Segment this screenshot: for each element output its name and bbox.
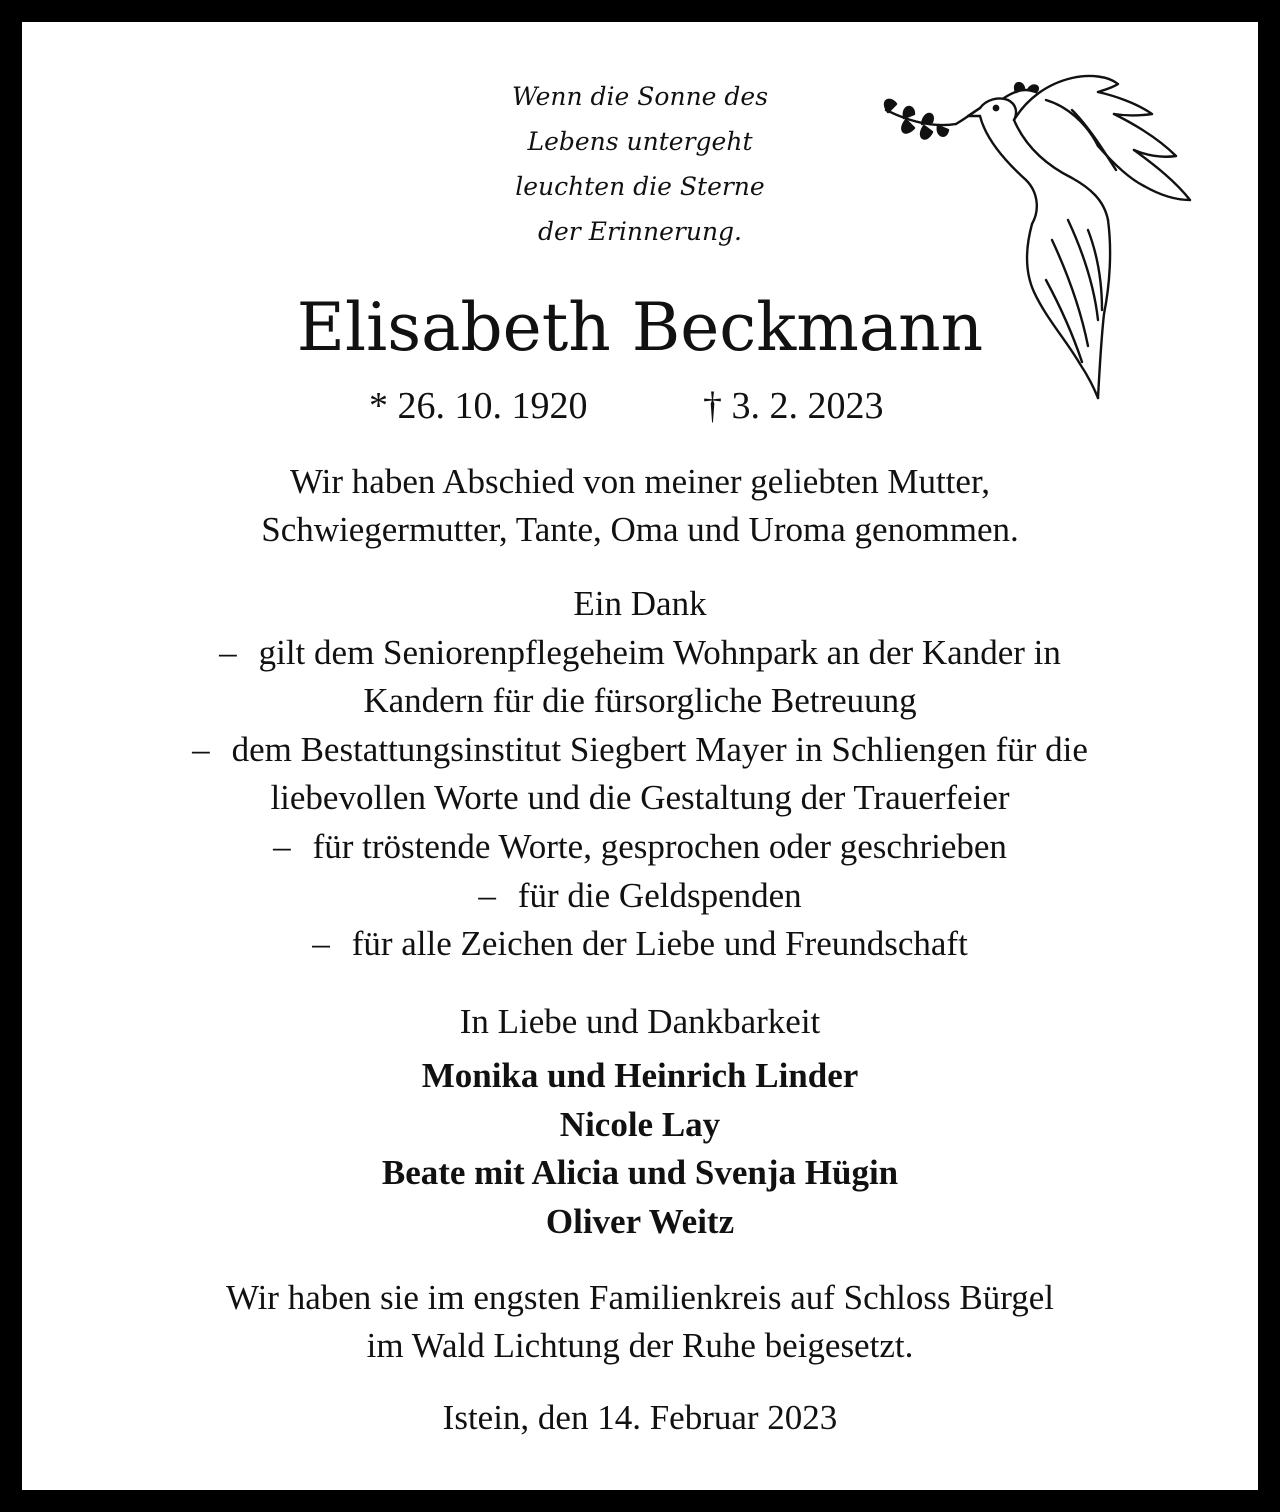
dash-glyph: – bbox=[273, 826, 291, 866]
thanks-line bbox=[0, 872, 1280, 921]
thanks-line bbox=[0, 629, 1280, 678]
thanks-line-text: für die Geldspenden bbox=[517, 875, 802, 915]
thanks-line bbox=[0, 677, 1280, 726]
mourner-name: Nicole Lay bbox=[559, 1104, 721, 1144]
place-date: Istein, den 14. Februar 2023 bbox=[442, 1398, 838, 1437]
thanks-line bbox=[0, 920, 1280, 969]
dash-glyph: – bbox=[312, 924, 330, 964]
death-date: † 3. 2. 2023 bbox=[703, 385, 884, 427]
birth-date: * 26. 10. 1920 bbox=[369, 385, 588, 427]
thanks-line-text: für tröstende Worte, gesprochen oder geschrieben bbox=[312, 826, 1007, 866]
thanks-heading: Ein Dank bbox=[573, 584, 707, 623]
mourner-name: Beate mit Alicia und Svenja Hügin bbox=[381, 1153, 899, 1192]
thanks-section bbox=[0, 580, 1280, 969]
farewell-text bbox=[0, 458, 1280, 554]
text-line: Wir haben Abschied von meiner geliebten Mutter, bbox=[290, 462, 990, 501]
mourner-name: Oliver Weitz bbox=[545, 1201, 735, 1241]
dash-glyph: – bbox=[219, 632, 237, 672]
text-line: im Wald Lichtung der Ruhe beigesetzt. bbox=[366, 1326, 914, 1365]
text-line: Wir haben sie im engsten Familienkreis auf Schloss Bürgel bbox=[225, 1278, 1055, 1317]
deceased-name: Elisabeth Beckmann bbox=[296, 289, 984, 366]
thanks-line-text: dem Bestattungsinstitut Siegbert Mayer in Schliengen für die bbox=[231, 729, 1088, 769]
mourners-list bbox=[0, 1052, 1280, 1246]
thanks-line-text: Kandern für die fürsorgliche Betreuung bbox=[363, 681, 917, 721]
mourner-name: Monika und Heinrich Linder bbox=[421, 1056, 859, 1095]
dash-glyph: – bbox=[478, 875, 496, 915]
dash-glyph: – bbox=[192, 729, 210, 769]
quote-line: der Erinnerung. bbox=[538, 217, 742, 246]
thanks-line bbox=[0, 774, 1280, 823]
thanks-line bbox=[0, 726, 1280, 775]
thanks-line-text: liebevollen Worte und die Gestaltung der Trauerfeier bbox=[270, 778, 1010, 818]
thanks-line bbox=[0, 823, 1280, 872]
quote-line: leuchten die Sterne bbox=[515, 172, 765, 201]
text-line: Schwiegermutter, Tante, Oma und Uroma genommen. bbox=[261, 510, 1019, 549]
burial-note bbox=[0, 1274, 1280, 1370]
quote-line: Lebens untergeht bbox=[527, 127, 753, 156]
quote-line: Wenn die Sonne des bbox=[511, 82, 769, 111]
closing-phrase: In Liebe und Dankbarkeit bbox=[459, 1002, 821, 1041]
memorial-quote bbox=[480, 74, 800, 254]
thanks-line-text: für alle Zeichen der Liebe und Freundschaft bbox=[351, 924, 968, 964]
thanks-line-text: gilt dem Seniorenpflegeheim Wohnpark an der Kander in bbox=[258, 632, 1061, 672]
